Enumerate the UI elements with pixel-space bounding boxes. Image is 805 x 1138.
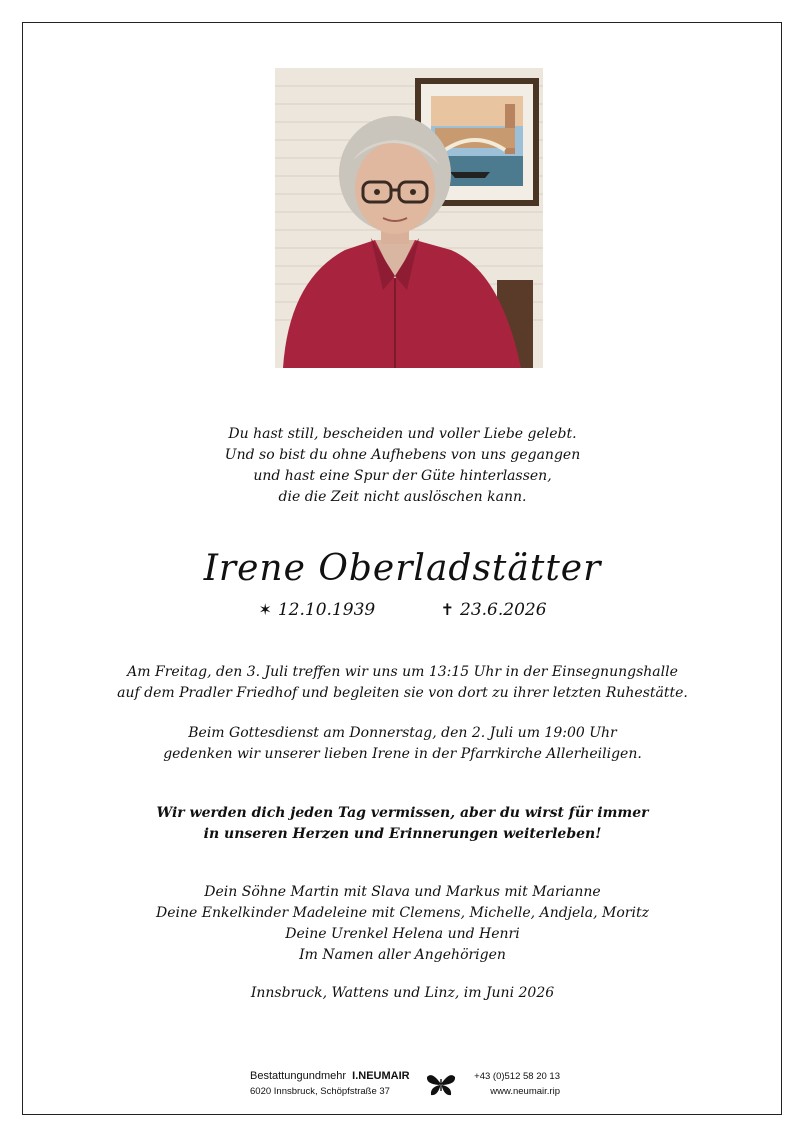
- poem-line: Du hast still, bescheiden und voller Liebe gelebt.: [228, 426, 577, 442]
- funeral-home-footer: [250, 1069, 560, 1105]
- portrait-photo: [275, 68, 543, 368]
- family-list: [0, 882, 805, 966]
- farewell-line: in unseren Herzen und Erinnerungen weiterleben!: [203, 826, 602, 842]
- death-date: 23.6.2026: [460, 600, 547, 620]
- birth-date: 12.10.1939: [277, 600, 376, 620]
- funeral-line: Am Freitag, den 3. Juli treffen wir uns um 13:15 Uhr in der Einsegnungshalle: [127, 664, 678, 680]
- deceased-name: Irene Oberladstätter: [203, 548, 602, 589]
- poem-line: die die Zeit nicht auslöschen kann.: [278, 489, 527, 505]
- brand-name: I.NEUMAIR: [352, 1070, 410, 1082]
- family-line: Deine Urenkel Helena und Henri: [285, 926, 520, 942]
- phone: +43 (0)512 58 20 13: [474, 1071, 560, 1082]
- poem-line: Und so bist du ohne Aufhebens von uns gegangen: [224, 447, 581, 463]
- death: [441, 600, 547, 620]
- family-line: Dein Söhne Martin mit Slava und Markus mit Marianne: [204, 884, 601, 900]
- brand-text: Bestattungundmehr: [250, 1070, 347, 1082]
- birth: [258, 600, 375, 620]
- brand-logo: [250, 1069, 410, 1084]
- funeral-line: auf dem Pradler Friedhof und begleiten sie von dort zu ihrer letzten Ruhestätte.: [117, 685, 688, 701]
- life-dates: [0, 600, 805, 620]
- poem: [0, 424, 805, 508]
- funeral-info: [0, 662, 805, 704]
- portrait-image: [275, 68, 543, 368]
- service-line: Beim Gottesdienst am Donnerstag, den 2. Juli um 19:00 Uhr: [188, 725, 617, 741]
- poem-line: und hast eine Spur der Güte hinterlassen,: [253, 468, 552, 484]
- service-info: [0, 723, 805, 765]
- footer-right: [474, 1069, 560, 1099]
- farewell-message: [0, 803, 805, 845]
- family-line: Deine Enkelkinder Madeleine mit Clemens, Michelle, Andjela, Moritz: [156, 905, 649, 921]
- website: www.neumair.rip: [490, 1086, 560, 1097]
- butterfly-icon: [426, 1071, 456, 1097]
- place-date: Innsbruck, Wattens und Linz, im Juni 2026: [250, 985, 555, 1001]
- cross-icon: ✝: [440, 600, 455, 619]
- service-line: gedenken wir unserer lieben Irene in der Pfarrkirche Allerheiligen.: [163, 746, 642, 762]
- address: 6020 Innsbruck, Schöpfstraße 37: [250, 1086, 390, 1097]
- farewell-line: Wir werden dich jeden Tag vermissen, aber du wirst für immer: [156, 805, 649, 821]
- star-icon: ✶: [258, 600, 272, 619]
- footer-left: [250, 1069, 410, 1099]
- family-line: Im Namen aller Angehörigen: [299, 947, 506, 963]
